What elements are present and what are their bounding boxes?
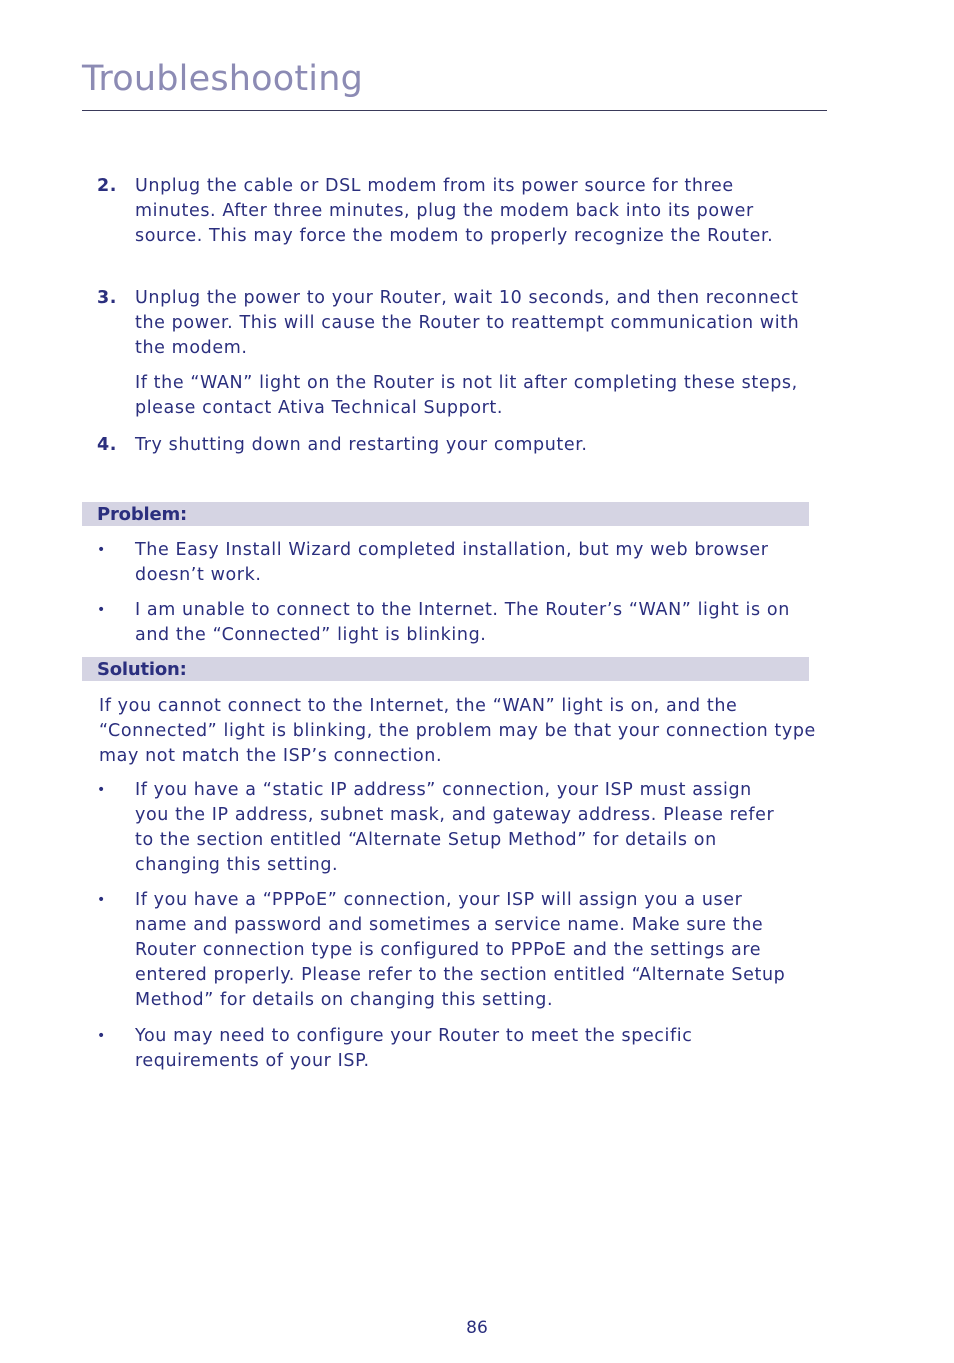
step-text: Unplug the power to your Router, wait 10 seconds, and then reconnect the power. This will cause the Router to reattempt communication with the modem. <box>135 288 800 358</box>
page-number: 86 <box>466 1318 488 1338</box>
title-divider <box>82 110 827 111</box>
solution-item <box>97 888 812 1013</box>
step-text: Unplug the cable or DSL modem from its power source for three minutes. After three minutes, plug the modem back into its power source. This may force the modem to properly recognize the Router. <box>135 176 774 246</box>
solution-heading-band <box>82 657 809 681</box>
solution-item <box>97 778 812 878</box>
bullet-marker: • <box>97 602 106 618</box>
solution-item-text: If you have a “static IP address” connection, your ISP must assign you the IP address, subnet mask, and gateway address. Please refer to the section entitled “Alternate Setup Method” for details on changing this setting. <box>135 780 775 875</box>
solution-heading: Solution: <box>97 659 187 680</box>
problem-item <box>97 598 812 648</box>
bullet-marker: • <box>97 782 106 798</box>
step-item-2 <box>97 174 812 249</box>
problem-item-text: The Easy Install Wizard completed installation, but my web browser doesn’t work. <box>135 540 769 585</box>
step-number: 3. <box>97 288 118 308</box>
problem-item-text: I am unable to connect to the Internet. The Router’s “WAN” light is on and the “Connected” light is blinking. <box>135 600 790 645</box>
step-3-note: If the “WAN” light on the Router is not lit after completing these steps, please contact Ativa Technical Support. <box>135 373 798 418</box>
step-item-3 <box>97 286 812 361</box>
step-number: 2. <box>97 176 118 196</box>
step-item-4 <box>97 433 812 458</box>
bullet-marker: • <box>97 892 106 908</box>
problem-heading-band <box>82 502 809 526</box>
bullet-marker: • <box>97 1028 106 1044</box>
step-number: 4. <box>97 435 118 455</box>
problem-heading: Problem: <box>97 504 188 525</box>
bullet-marker: • <box>97 542 106 558</box>
problem-item <box>97 538 812 588</box>
step-text: Try shutting down and restarting your computer. <box>135 435 588 455</box>
solution-item <box>97 1024 812 1074</box>
solution-intro: If you cannot connect to the Internet, the “WAN” light is on, and the “Connected” light is blinking, the problem may be that your connection type may not match the ISP’s connection. <box>99 696 816 766</box>
page-title: Troubleshooting <box>82 59 364 99</box>
solution-item-text: You may need to configure your Router to meet the specific requirements of your ISP. <box>135 1026 693 1071</box>
solution-item-text: If you have a “PPPoE” connection, your ISP will assign you a user name and password and sometimes a service name. Make sure the Router connection type is configured to PPPoE and the settings are entered properly. Please refer to the section entitled “Alternate Setup Method” for details on changing this setting. <box>135 890 786 1010</box>
